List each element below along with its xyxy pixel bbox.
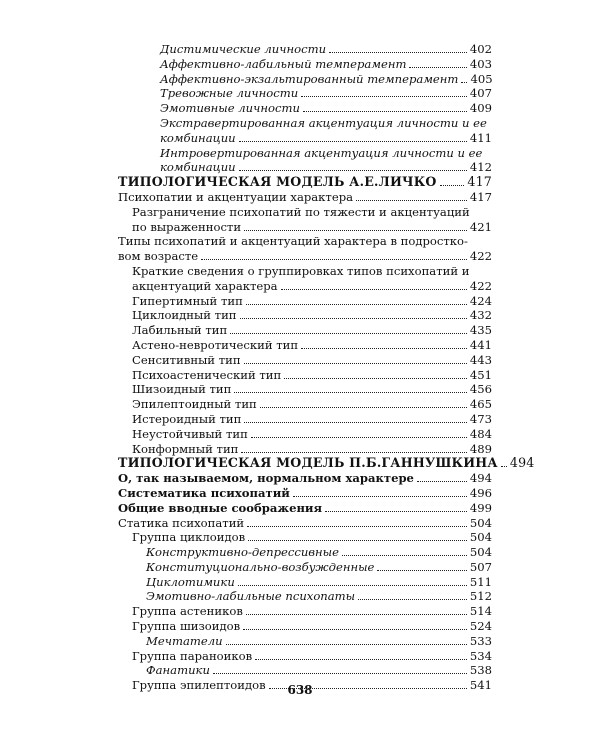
toc-entry — [118, 205, 492, 235]
dot-leader — [244, 230, 467, 231]
dot-leader — [239, 141, 467, 142]
toc-entry — [118, 264, 492, 294]
toc-entry-text-continuation: вом возрасте — [118, 249, 199, 264]
dot-leader — [281, 289, 467, 290]
toc-page-number: 504 — [469, 545, 492, 560]
toc-entry — [118, 234, 492, 264]
dot-leader — [238, 585, 467, 586]
toc-entry-text: Типы психопатий и акцентуаций характера в подростко- — [118, 234, 468, 249]
dot-leader — [244, 422, 466, 423]
toc-page-number: 504 — [469, 530, 492, 545]
dot-leader — [230, 333, 467, 334]
toc-entry — [118, 634, 492, 649]
toc-entry — [118, 501, 492, 516]
toc-entry — [118, 116, 492, 146]
dot-leader — [284, 378, 467, 379]
toc-entry — [118, 294, 492, 309]
dot-leader — [260, 407, 467, 408]
toc-entry-text: Краткие сведения о группировках типов психопатий и — [132, 263, 470, 278]
table-of-contents — [118, 42, 535, 693]
toc-entry-text: Мечтатели — [146, 633, 223, 648]
toc-entry-text: Циклотимики — [146, 574, 235, 589]
toc-page-number: 494 — [509, 455, 535, 471]
dot-leader — [325, 511, 467, 512]
toc-entry-text: Истероидный тип — [132, 411, 242, 426]
dot-leader — [303, 111, 467, 112]
toc-entry-text: Общие вводные соображения — [118, 500, 323, 515]
toc-page-number: 402 — [469, 42, 492, 56]
toc-entry-text-continuation: по выраженности — [132, 219, 242, 234]
dot-leader — [356, 200, 467, 201]
toc-entry-text: Эпилептоидный тип — [132, 397, 257, 412]
toc-page-number: 441 — [469, 337, 492, 352]
dot-leader — [248, 540, 467, 541]
toc-page-number: 533 — [469, 633, 492, 648]
toc-entry-text-continuation: комбинации — [160, 130, 236, 145]
dot-leader — [440, 185, 465, 186]
toc-page-number: 507 — [469, 559, 492, 574]
toc-entry — [118, 42, 492, 57]
toc-entry-text: Эмотивные личности — [160, 101, 300, 116]
dot-leader — [501, 466, 507, 467]
toc-entry-text-continuation: акцентуаций характера — [132, 278, 278, 293]
toc-entry — [118, 190, 492, 205]
toc-entry-text: Лабильный тип — [132, 323, 228, 338]
toc-entry — [118, 560, 492, 575]
toc-entry — [118, 86, 492, 101]
toc-page-number: 443 — [469, 352, 492, 367]
toc-page-number: 496 — [469, 485, 492, 500]
toc-entry — [118, 72, 492, 87]
toc-entry — [118, 57, 492, 72]
dot-leader — [255, 659, 467, 660]
dot-leader — [240, 318, 467, 319]
toc-entry-text: ТИПОЛОГИЧЕСКАЯ МОДЕЛЬ А.Е.ЛИЧКО — [118, 174, 437, 190]
toc-page-number: 504 — [469, 515, 492, 530]
toc-entry-text: ТИПОЛОГИЧЕСКАЯ МОДЕЛЬ П.Б.ГАННУШКИНА — [118, 455, 498, 471]
toc-entry — [118, 308, 492, 323]
toc-entry — [118, 455, 535, 471]
dot-leader — [251, 437, 467, 438]
toc-page-number: 432 — [469, 308, 492, 323]
toc-entry-text: О, так называемом, нормальном характере — [118, 471, 414, 486]
dot-leader — [241, 452, 466, 453]
toc-entry — [118, 619, 492, 634]
toc-page-number: 538 — [469, 663, 492, 678]
toc-entry-text: Систематика психопатий — [118, 485, 290, 500]
dot-leader — [234, 392, 466, 393]
dot-leader — [244, 363, 467, 364]
dot-leader — [377, 570, 466, 571]
toc-entry — [118, 397, 492, 412]
dot-leader — [239, 170, 467, 171]
toc-entry — [118, 663, 492, 678]
dot-leader — [301, 348, 467, 349]
toc-entry — [118, 175, 492, 190]
dot-leader — [293, 496, 467, 497]
toc-page-number: 489 — [469, 441, 492, 456]
dot-leader — [358, 599, 467, 600]
toc-page-number: 473 — [469, 411, 492, 426]
toc-entry — [118, 353, 492, 368]
toc-entry-text: Группа циклоидов — [132, 530, 246, 545]
toc-entry-text: Гипертимный тип — [132, 293, 243, 308]
dot-leader — [342, 555, 467, 556]
toc-entry-text: Эмотивно-лабильные психопаты — [146, 589, 356, 604]
toc-page-number: 409 — [469, 101, 492, 116]
toc-entry-text: Экстравертированная акцентуация личности и ее — [160, 115, 487, 130]
dot-leader — [417, 481, 467, 482]
toc-page-number: 514 — [469, 604, 492, 619]
toc-entry — [118, 101, 492, 116]
dot-leader — [226, 644, 467, 645]
toc-entry-text: Аффективно-экзальтированный темперамент — [160, 71, 459, 86]
toc-entry — [118, 486, 492, 501]
toc-entry — [118, 516, 492, 531]
toc-entry-text: Психопатии и акцентуации характера — [118, 189, 354, 204]
toc-entry — [118, 545, 492, 560]
toc-page-number: 421 — [469, 219, 492, 234]
toc-entry-text: Неустойчивый тип — [132, 426, 248, 441]
toc-entry — [118, 382, 492, 397]
dot-leader — [247, 526, 467, 527]
toc-page-number: 484 — [469, 426, 492, 441]
toc-entry — [118, 575, 492, 590]
toc-page-number: 424 — [469, 293, 492, 308]
toc-page-number: 512 — [469, 589, 492, 604]
toc-entry-text: Группа эпилептоидов — [132, 678, 266, 693]
toc-entry-text: Группа астеников — [132, 604, 243, 619]
toc-entry-text: Интровертированная акцентуация личности и ее — [160, 145, 483, 160]
toc-page-number: 422 — [469, 278, 492, 293]
toc-page-number: 417 — [469, 189, 492, 204]
toc-entry-text: Аффективно-лабильный темперамент — [160, 56, 407, 71]
toc-entry — [118, 530, 492, 545]
toc-entry-text: Конструктивно-депрессивные — [146, 545, 339, 560]
toc-entry — [118, 427, 492, 442]
dot-leader — [329, 52, 467, 53]
dot-leader — [246, 614, 467, 615]
toc-entry — [118, 589, 492, 604]
toc-page-number: 422 — [469, 249, 492, 264]
toc-entry — [118, 649, 492, 664]
dot-leader — [213, 673, 467, 674]
toc-entry-text: Статика психопатий — [118, 515, 245, 530]
toc-page-number: 407 — [469, 86, 492, 101]
toc-page-number: 403 — [469, 56, 492, 71]
toc-entry-text: Разграничение психопатий по тяжести и акцентуаций — [132, 204, 470, 219]
toc-page-number: 465 — [469, 397, 492, 412]
toc-entry-text: Циклоидный тип — [132, 308, 237, 323]
toc-entry-text-continuation: комбинации — [160, 160, 236, 175]
toc-entry-text: Шизоидный тип — [132, 382, 232, 397]
toc-page-number: 499 — [469, 500, 492, 515]
toc-page-number: 494 — [469, 471, 492, 486]
toc-page-number: 524 — [469, 619, 492, 634]
toc-page-number: 411 — [469, 130, 492, 145]
toc-entry-text: Конформный тип — [132, 441, 239, 456]
toc-page-number: 541 — [469, 678, 492, 693]
dot-leader — [461, 82, 467, 83]
page-number: 638 — [287, 683, 313, 697]
toc-entry — [118, 368, 492, 383]
dot-leader — [243, 629, 467, 630]
toc-page-number: 511 — [469, 574, 492, 589]
toc-entry-text: Психоастенический тип — [132, 367, 282, 382]
toc-entry-text: Дистимические личности — [160, 42, 327, 56]
toc-entry — [118, 323, 492, 338]
toc-entry — [118, 442, 492, 457]
toc-entry — [118, 338, 492, 353]
toc-page-number: 412 — [469, 160, 492, 175]
toc-entry-text: Конституционально-возбужденные — [146, 559, 375, 574]
toc-entry — [118, 471, 492, 486]
toc-page-number: 405 — [470, 71, 493, 86]
toc-entry — [118, 604, 492, 619]
toc-entry-text: Сенситивный тип — [132, 352, 241, 367]
toc-entry-text: Астено-невротический тип — [132, 337, 299, 352]
toc-page-number: 451 — [469, 367, 492, 382]
dot-leader — [201, 259, 467, 260]
toc-entry-text: Группа параноиков — [132, 648, 253, 663]
toc-entry — [118, 146, 492, 176]
toc-entry — [118, 412, 492, 427]
toc-page-number: 456 — [469, 382, 492, 397]
dot-leader — [246, 304, 467, 305]
toc-entry-text: Группа шизоидов — [132, 619, 241, 634]
toc-page-number: 417 — [467, 174, 492, 190]
toc-entry-text: Фанатики — [146, 663, 210, 678]
dot-leader — [301, 96, 467, 97]
toc-entry-text: Тревожные личности — [160, 86, 299, 101]
dot-leader — [409, 67, 466, 68]
toc-page-number: 435 — [469, 323, 492, 338]
toc-page-number: 534 — [469, 648, 492, 663]
